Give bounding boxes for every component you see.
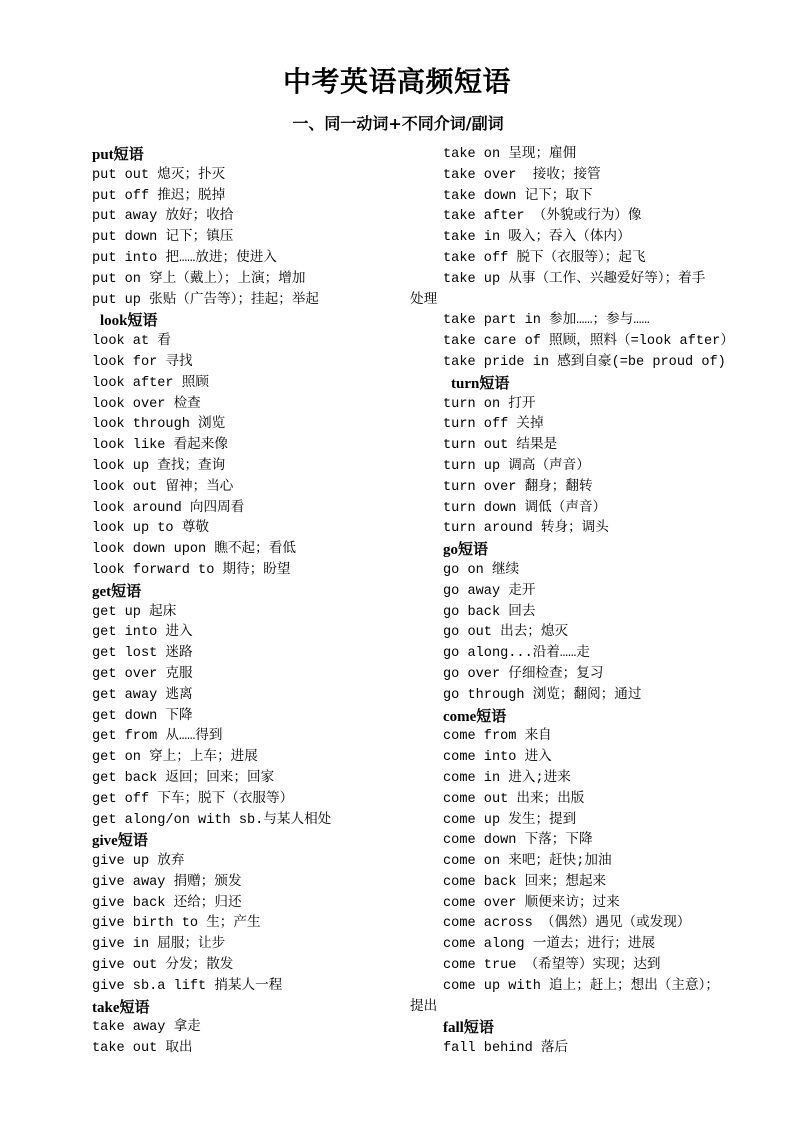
phrase-line: go through 浏览；翻阅；通过 <box>443 687 642 703</box>
phrase-line: fall behind 落后 <box>443 1041 569 1057</box>
section-heading: give短语 <box>92 833 148 850</box>
phrase-line: get away 逃离 <box>92 687 193 703</box>
phrase-line: come over 顺便来访；过来 <box>443 895 620 911</box>
phrase-line: come into 进入 <box>443 750 552 766</box>
phrase-line: come across （偶然）遇见（或发现） <box>443 916 691 932</box>
phrase-line: take away 拿走 <box>92 1020 201 1036</box>
phrase-line: get lost 迷路 <box>92 646 193 662</box>
left-column <box>92 145 412 1060</box>
section-subtitle: 一、同一动词+不同介词/副词 <box>292 114 504 133</box>
phrase-line-continuation: 提出 <box>410 999 438 1015</box>
phrase-line: look around 向四周看 <box>92 500 245 516</box>
phrase-line: put on 穿上（戴上）；上演；增加 <box>92 271 306 287</box>
phrase-line: go away 走开 <box>443 583 536 599</box>
phrase-line: turn around 转身；调头 <box>443 521 609 537</box>
phrase-line: come in 进入;进来 <box>443 770 571 786</box>
phrase-line: go over 仔细检查；复习 <box>443 666 604 682</box>
phrase-line: get back 返回；回来；回家 <box>92 770 275 786</box>
phrase-line: look up to 尊敬 <box>92 521 209 537</box>
phrase-line: come on 来吧；赶快;加油 <box>443 854 612 870</box>
phrase-line: turn on 打开 <box>443 396 536 412</box>
phrase-line: turn up 调高（声音） <box>443 458 590 474</box>
section-heading: fall短语 <box>443 1020 494 1037</box>
phrase-line: look after 照顾 <box>92 375 209 391</box>
phrase-line: look like 看起来像 <box>92 438 228 454</box>
phrase-line: put away 放好；收拾 <box>92 209 234 225</box>
phrase-line: come down 下落；下降 <box>443 833 593 849</box>
phrase-line: give away 捐赠；颁发 <box>92 874 242 890</box>
section-heading: go短语 <box>443 542 489 559</box>
phrase-line: get on 穿上；上车；进展 <box>92 750 258 766</box>
section-heading: turn短语 <box>451 375 510 392</box>
phrase-line: come out 出来；出版 <box>443 791 585 807</box>
phrase-line: take on 呈现；雇佣 <box>443 147 577 162</box>
phrase-line: turn out 结果是 <box>443 438 558 454</box>
phrase-line: get up 起床 <box>92 604 177 620</box>
phrase-line: take after （外貌或行为）像 <box>443 209 642 225</box>
page-title: 中考英语高频短语 <box>282 65 511 98</box>
phrase-line: take in 吸入；吞入（体内） <box>443 230 631 246</box>
phrase-line: put down 记下；镇压 <box>92 230 234 246</box>
phrase-line: give up 放弃 <box>92 854 185 870</box>
phrase-line: take out 取出 <box>92 1041 193 1057</box>
phrase-line: put up 张贴（广告等）；挂起；举起 <box>92 292 320 308</box>
phrase-line: give out 分发；散发 <box>92 958 234 974</box>
section-heading: take短语 <box>92 999 150 1016</box>
phrase-line: put off 推迟；脱掉 <box>92 188 226 204</box>
phrase-line: turn down 调低（声音） <box>443 500 607 516</box>
section-heading: get短语 <box>92 583 142 600</box>
phrase-line: give in 屈服；让步 <box>92 937 226 953</box>
phrase-line: come up 发生；提到 <box>443 812 577 828</box>
phrase-line: take part in 参加……；参与…… <box>443 313 650 329</box>
phrase-line: get off 下车；脱下（衣服等） <box>92 791 294 807</box>
phrase-line: give sb.a lift 捎某人一程 <box>92 978 283 994</box>
phrase-line: look for 寻找 <box>92 354 193 370</box>
section-heading: come短语 <box>443 708 507 725</box>
phrase-line: get along/on with sb.与某人相处 <box>92 812 332 828</box>
phrase-line: take over 接收；接管 <box>443 167 601 183</box>
phrase-line: turn over 翻身；翻转 <box>443 479 593 495</box>
phrase-line: take up 从事（工作、兴趣爱好等）；着手 <box>443 271 706 287</box>
phrase-line: put out 熄灭；扑灭 <box>92 167 226 183</box>
phrase-line: get over 克服 <box>92 666 193 682</box>
phrase-line: take care of 照顾，照料（=look after） <box>443 334 734 350</box>
phrase-line: turn off 关掉 <box>443 417 544 433</box>
phrase-line: look over 检查 <box>92 396 201 412</box>
phrase-line: give back 还给；归还 <box>92 895 242 911</box>
phrase-line: take off 脱下（衣服等）；起飞 <box>443 250 646 266</box>
phrase-line: go on 继续 <box>443 562 520 578</box>
phrase-line: come from 来自 <box>443 729 552 745</box>
phrase-line: come up with 追上；赶上；想出（主意）； <box>443 978 719 994</box>
phrase-line: get into 进入 <box>92 625 193 641</box>
phrase-line: go out 出去；熄灭 <box>443 625 569 641</box>
phrase-line: look out 留神；当心 <box>92 479 234 495</box>
right-column <box>410 145 763 1060</box>
phrase-line: look down upon 瞧不起；看低 <box>92 542 296 558</box>
phrase-line: come back 回来；想起来 <box>443 874 607 890</box>
phrase-line: come along 一道去；进行；进展 <box>443 937 656 953</box>
phrase-line: look up 查找；查询 <box>92 458 226 474</box>
phrase-line: look forward to 期待；盼望 <box>92 562 291 578</box>
phrase-line-continuation: 处理 <box>410 292 438 308</box>
phrase-line: get from 从……得到 <box>92 729 223 745</box>
phrase-line: take down 记下；取下 <box>443 188 593 204</box>
phrase-line: go along...沿着……走 <box>443 646 590 662</box>
section-heading: put短语 <box>92 147 144 163</box>
phrase-line: look through 浏览 <box>92 417 226 433</box>
phrase-line: get down 下降 <box>92 708 193 724</box>
phrase-line: look at 看 <box>92 334 171 350</box>
phrase-line: take pride in 感到自豪(=be proud of) <box>443 354 726 370</box>
phrase-line: put into 把……放进；使进入 <box>92 250 277 266</box>
phrase-line: give birth to 生；产生 <box>92 916 261 932</box>
phrase-line: come true （希望等）实现；达到 <box>443 958 661 974</box>
section-heading: look短语 <box>100 313 158 330</box>
phrase-line: go back 回去 <box>443 604 536 620</box>
